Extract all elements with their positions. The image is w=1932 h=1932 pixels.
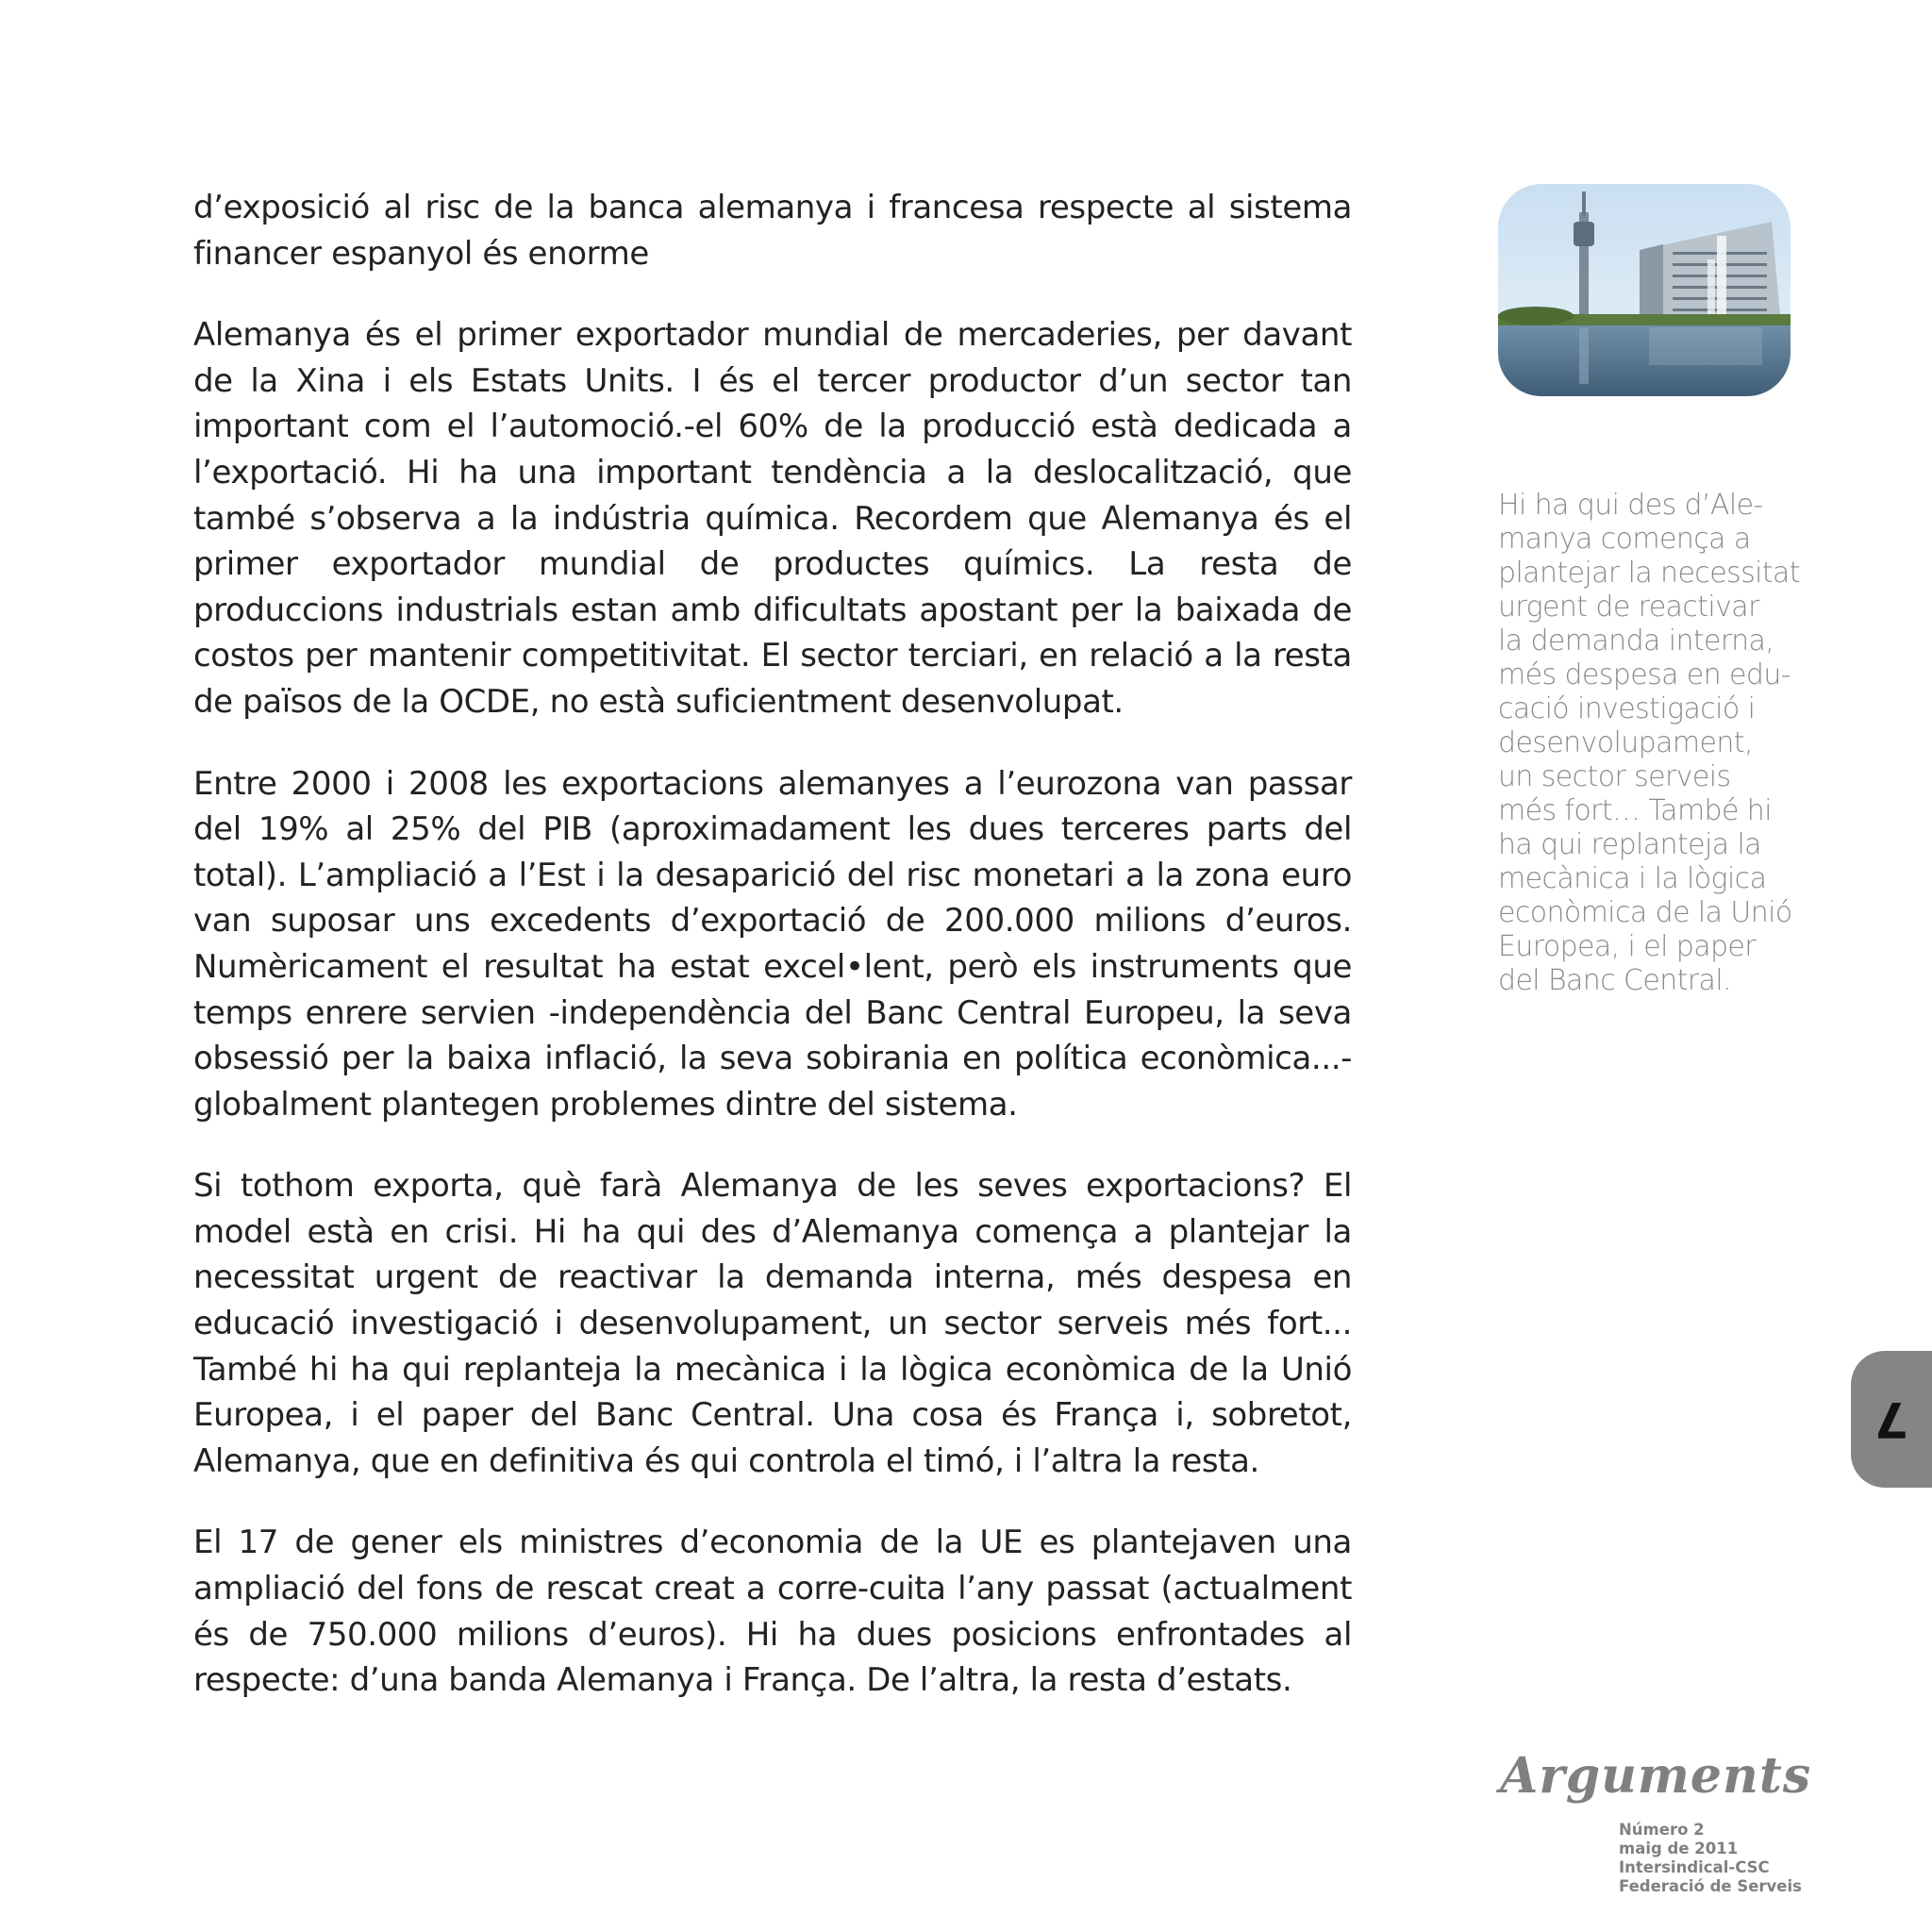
city-tower-photo: [1498, 184, 1790, 396]
pull-quote-line: desenvolupament,: [1498, 726, 1753, 759]
organization: Intersindical-CSC: [1619, 1858, 1770, 1876]
federation: Federació de Serveis: [1619, 1877, 1802, 1895]
pull-quote-line: un sector serveis: [1498, 760, 1731, 793]
pull-quote-line: cació investigació i: [1498, 692, 1756, 725]
pull-quote-line: econòmica de la Unió: [1498, 896, 1792, 929]
article-paragraph: Alemanya és el primer exportador mundial de mercaderies, per davant de la Xina i els Estats Units. I és el tercer productor d’un sector tan important com el l’automoció.-el 60% de la producció està dedicada a l’exportació. Hi ha una important tendència a la deslocalització, que també s’observa a la indústria química. Recordem que Alemanya és el primer exportador mundial de productes químics. La resta de produccions industrials estan amb dificultats apostant per la baixada de costos per mantenir competitivitat. El sector terciari, en relació a la resta de països de la OCDE, no està suficientment desenvolupat.: [193, 316, 1352, 721]
pull-quote-line: ha qui replanteja la: [1498, 828, 1761, 861]
issue-date: maig de 2011: [1619, 1840, 1739, 1857]
article-paragraph: Si tothom exporta, què farà Alemanya de les seves exportacions? El model està en crisi. Hi ha qui des d’Alemanya comença a plantejar la necessitat urgent de reactivar la demanda interna, més despesa en educació investigació i desenvolupament, un sector serveis més fort... També hi ha qui replanteja la mecànica i la lògica econòmica de la Unió Europea, i el paper del Banc Central. Una cosa és França i, sobretot, Alemanya, que en definitiva és qui controla el timó, i l’altra la resta.: [193, 1167, 1352, 1480]
photo-illustration: [1498, 184, 1790, 396]
pull-quote: [1498, 489, 1800, 998]
article-body: [193, 185, 1352, 1740]
article-paragraph: d’exposició al risc de la banca alemanya i francesa respecte al sistema financer espanyol és enorme: [193, 189, 1352, 273]
pull-quote-line: Europea, i el paper: [1498, 930, 1757, 963]
issue-number: Número 2: [1619, 1821, 1705, 1839]
colophon: [1619, 1821, 1845, 1896]
pull-quote-line: més fort… També hi: [1498, 794, 1772, 827]
magazine-logo: Arguments: [1500, 1747, 1812, 1805]
page-number: 7: [1874, 1391, 1909, 1448]
pull-quote-line: mecànica i la lògica: [1498, 862, 1767, 895]
pull-quote-line: manya comença a: [1498, 523, 1751, 556]
pull-quote-line: Hi ha qui des d’Ale-: [1498, 489, 1763, 522]
pull-quote-line: plantejar la necessitat: [1498, 557, 1800, 590]
pull-quote-line: urgent de reactivar: [1498, 591, 1759, 624]
pull-quote-line: més despesa en edu-: [1498, 658, 1790, 691]
article-paragraph: El 17 de gener els ministres d’economia de la UE es plantejaven una ampliació del fons de rescat creat a corre-cuita l’any passat (actualment és de 750.000 milions d’euros). Hi ha dues posicions enfrontades al respecte: d’una banda Alemanya i França. De l’altra, la resta d’estats.: [193, 1524, 1352, 1700]
pull-quote-line: la demanda interna,: [1498, 625, 1774, 658]
article-paragraph: Entre 2000 i 2008 les exportacions alemanyes a l’eurozona van passar del 19% al 25% del PIB (aproximadament les dues terceres parts del total). L’ampliació a l’Est i la desaparició del risc monetari a la zona euro van suposar uns excedents d’exportació de 200.000 milions d’euros. Numèricament el resultat ha estat excel•lent, però els instruments que temps enrere servien -independència del Banc Central Europeu, la seva obsessió per la baixa inflació, la seva sobirania en política econòmica...- globalment plantegen problemes dintre del sistema.: [193, 764, 1352, 1124]
pull-quote-line: del Banc Central.: [1498, 964, 1732, 997]
